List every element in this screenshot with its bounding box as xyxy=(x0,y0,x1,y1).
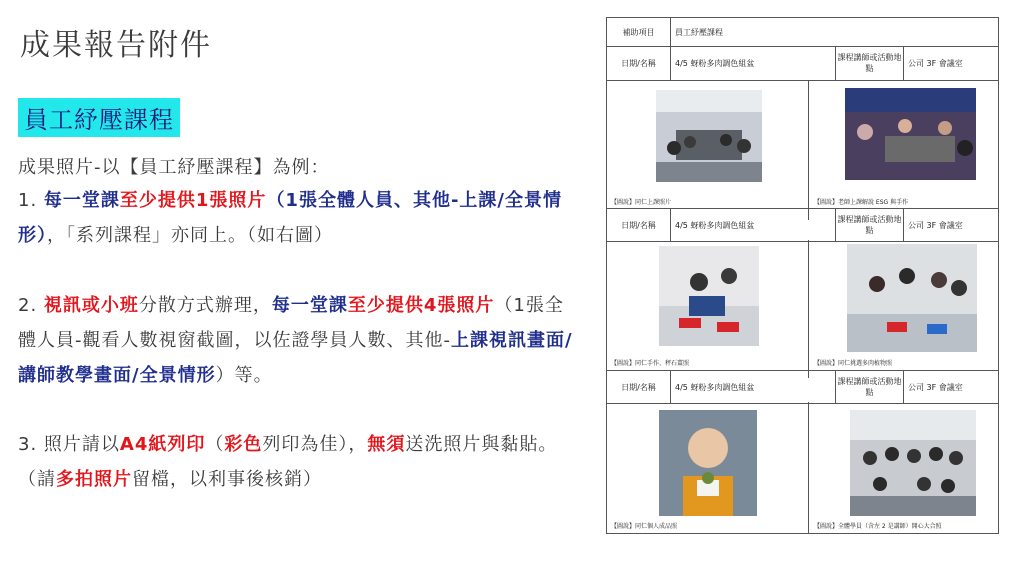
caption-1b: 【圖說】老師上課解說 ESG 與手作 xyxy=(814,199,909,206)
p3-red-2: 彩色 xyxy=(224,434,263,455)
p3-text-2: （ xyxy=(205,434,225,455)
caption-3a: 【圖說】同仁個人成品照 xyxy=(611,523,678,530)
photo-teacher-esg xyxy=(845,88,976,180)
photo-group xyxy=(850,410,976,516)
section-subtitle: 員工紓壓課程 xyxy=(18,98,180,137)
date-value: 4/5 蚜粉多肉調色組盆 xyxy=(671,371,836,403)
p3-text-5: 留檔，以利事後核銷） xyxy=(132,469,322,490)
photo-selecting-plants xyxy=(847,244,977,352)
p2-red: 視訊或小班 xyxy=(43,295,139,316)
header-row xyxy=(607,18,998,47)
p1-red: 至少提供1張照片 xyxy=(119,190,267,211)
date-label: 日期/名稱 xyxy=(607,209,671,241)
p1-blue-2: （1張全體人員、其他-上課/全景情形） xyxy=(18,190,563,246)
paragraph-1 xyxy=(18,183,578,253)
date-label: 日期/名稱 xyxy=(607,46,671,80)
date-label: 日期/名稱 xyxy=(607,371,671,403)
teacher-value: 公司 3F 會議室 xyxy=(908,58,963,68)
teacher-label: 課程講師或活動地點 xyxy=(836,46,904,80)
teacher-value: 公司 3F 會議室 xyxy=(908,220,963,230)
teacher-label: 課程講師或活動地點 xyxy=(836,209,904,241)
info-row-2 xyxy=(607,208,998,242)
p1-rest: ，「系列課程」亦同上。（如右圖） xyxy=(47,225,333,246)
teacher-value: 公司 3F 會議室 xyxy=(908,382,963,392)
divider xyxy=(808,402,809,533)
caption-2b: 【圖說】同仁挑選多肉植物照 xyxy=(814,360,893,367)
p2-text-3: ）等。 xyxy=(215,365,273,386)
photo-classroom xyxy=(656,90,762,182)
p2-num: 2. xyxy=(18,295,44,316)
caption-1a: 【圖說】同仁上課照片 xyxy=(611,199,672,206)
p2-red-2: 至少提供4張照片 xyxy=(347,295,495,316)
divider xyxy=(808,240,809,378)
paragraph-3 xyxy=(18,427,578,497)
photo-handcraft xyxy=(659,246,759,346)
p1-num: 1. xyxy=(18,190,44,211)
p3-red-3: 無須 xyxy=(367,434,406,455)
header-value: 員工紓壓課程 xyxy=(675,27,723,37)
p3-red: A4紙列印 xyxy=(119,434,206,455)
header-label: 補助項目 xyxy=(607,18,671,46)
photo-individual-work xyxy=(659,410,757,516)
p3-text: 3. 照片請以 xyxy=(18,434,120,455)
p3-text-3: 列印為佳）， xyxy=(262,434,368,455)
caption-3b: 【圖說】全體學員（含左 2 是講師）開心大合照 xyxy=(814,523,942,530)
teacher-label: 課程講師或活動地點 xyxy=(836,371,904,403)
p3-red-4: 多拍照片 xyxy=(56,469,132,490)
date-value: 4/5 蚜粉多肉調色組盆 xyxy=(671,209,836,241)
info-row-3 xyxy=(607,370,998,404)
info-row-1 xyxy=(607,46,998,81)
paragraph-2 xyxy=(18,288,578,393)
caption-2a: 【圖說】同仁手作、秤石薑照 xyxy=(611,360,690,367)
page-title: 成果報告附件 xyxy=(20,28,212,63)
p3-text-4: 送洗照片與黏貼。（請 xyxy=(18,434,558,490)
p2-text-2: （1張全體人員-觀看人數視窗截圖，以佐證學員人數、其他- xyxy=(18,295,564,351)
report-document xyxy=(606,17,999,534)
intro-text: 成果照片-以【員工紓壓課程】為例： xyxy=(18,157,330,178)
divider xyxy=(808,80,809,220)
p2-text: 分散方式辦理， xyxy=(138,295,272,316)
p2-blue: 每一堂課 xyxy=(271,295,348,316)
p2-blue-2: 上課視訊畫面/講師教學畫面/全景情形 xyxy=(18,330,573,386)
date-value: 4/5 蚜粉多肉調色組盆 xyxy=(671,46,836,80)
spacer xyxy=(607,195,998,196)
p1-blue: 每一堂課 xyxy=(43,190,120,211)
